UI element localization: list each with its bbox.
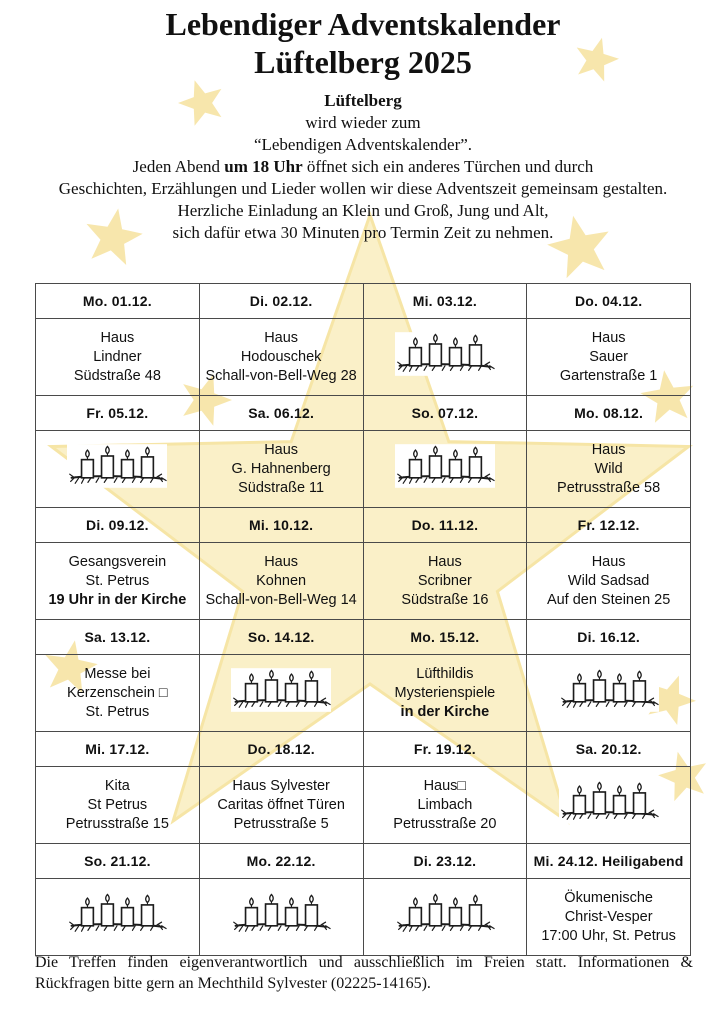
date-cell: Do. 18.12. (199, 732, 363, 767)
date-row (36, 508, 691, 543)
footer-note: Die Treffen finden eigenverantwortlich und ausschließlich im Freien statt. Informationen & Rückfragen bitte gern an Mechthild Sylvester (02225-14165). (35, 954, 693, 992)
date-cell: Mo. 22.12. (199, 844, 363, 879)
entry-line: Haus (591, 553, 626, 570)
entry-line: Limbach (417, 796, 473, 813)
entry-line: 19 Uhr in der Kirche (48, 591, 187, 608)
calendar-table (35, 283, 691, 956)
intro-line: Herzliche Einladung an Klein und Groß, Jung und Alt, (177, 201, 549, 220)
advent-candles-icon (67, 444, 167, 488)
date-cell: Di. 02.12. (199, 284, 363, 319)
advent-candles-cell (199, 655, 363, 732)
entry-line: Wild (594, 460, 623, 477)
entry-line: Petrusstraße 20 (393, 815, 497, 832)
date-cell: Fr. 05.12. (36, 396, 200, 431)
entry-cell (527, 319, 691, 396)
advent-candles-cell (363, 431, 527, 508)
entry-cell (199, 431, 363, 508)
advent-candles-icon (395, 892, 495, 936)
intro-line: Geschichten, Erzählungen und Lieder wollen wir diese Adventszeit gemeinsam gestalten. (58, 179, 668, 198)
entry-cell (527, 431, 691, 508)
intro-line: “Lebendigen Adventskalender”. (253, 135, 473, 154)
intro-line: sich dafür etwa 30 Minuten pro Termin Zeit zu nehmen. (172, 223, 554, 242)
entry-line: St. Petrus (85, 703, 150, 720)
entry-cell (36, 543, 200, 620)
advent-candles-cell (527, 767, 691, 844)
entry-line: Haus (591, 441, 626, 458)
entry-line: Schall-von-Bell-Weg 14 (205, 591, 357, 608)
date-cell: So. 14.12. (199, 620, 363, 655)
advent-candles-icon (231, 892, 331, 936)
entry-cell (363, 543, 527, 620)
entry-row (36, 767, 691, 844)
date-cell: Di. 16.12. (527, 620, 691, 655)
entry-cell (527, 543, 691, 620)
entry-line: Haus (100, 329, 135, 346)
entry-line: Wild Sadsad (567, 572, 650, 589)
advent-candles-icon (559, 668, 659, 712)
entry-line: Hodouschek (240, 348, 322, 365)
entry-row (36, 319, 691, 396)
date-row (36, 732, 691, 767)
entry-cell (363, 767, 527, 844)
entry-line: G. Hahnenberg (231, 460, 331, 477)
entry-line: Scribner (417, 572, 472, 589)
date-cell: Di. 09.12. (36, 508, 200, 543)
date-cell: Mi. 10.12. (199, 508, 363, 543)
entry-line: Auf den Steinen 25 (546, 591, 671, 608)
entry-line: Haus□ (423, 777, 467, 794)
entry-cell (199, 319, 363, 396)
entry-line: Lindner (93, 348, 142, 365)
entry-line: St. Petrus (85, 572, 150, 589)
entry-cell (527, 879, 691, 956)
entry-line: Haus (591, 329, 626, 346)
entry-line: Ökumenische (564, 889, 653, 906)
entry-cell (36, 655, 200, 732)
entry-line: in der Kirche (400, 703, 490, 720)
entry-line: Haus Sylvester (232, 777, 330, 794)
entry-line: Südstraße 48 (73, 367, 161, 384)
entry-line: Christ-Vesper (564, 908, 653, 925)
date-row (36, 620, 691, 655)
page-title-line2: Lüftelberg 2025 (254, 44, 472, 80)
date-cell: Sa. 06.12. (199, 396, 363, 431)
date-cell: So. 07.12. (363, 396, 527, 431)
advent-candles-cell (363, 879, 527, 956)
intro-line: Jeden Abend um 18 Uhr öffnet sich ein anderes Türchen und durch (132, 157, 594, 176)
entry-line: Haus (264, 441, 299, 458)
entry-line: Petrusstraße 5 (233, 815, 329, 832)
entry-line: Kohnen (256, 572, 307, 589)
advent-candles-icon (395, 444, 495, 488)
intro-line: wird wieder zum (305, 113, 421, 132)
intro-line: Lüftelberg (324, 91, 402, 110)
entry-row (36, 543, 691, 620)
advent-candles-cell (363, 319, 527, 396)
advent-candles-icon (559, 780, 659, 824)
advent-candles-cell (36, 879, 200, 956)
page-title-line1: Lebendiger Adventskalender (165, 6, 561, 42)
date-cell: Mo. 15.12. (363, 620, 527, 655)
entry-row (36, 431, 691, 508)
entry-line: St Petrus (87, 796, 148, 813)
entry-line: Südstraße 11 (238, 479, 325, 496)
advent-candles-cell (527, 655, 691, 732)
entry-line: Südstraße 16 (401, 591, 489, 608)
entry-cell (363, 655, 527, 732)
date-cell: Do. 11.12. (363, 508, 527, 543)
advent-candles-icon (395, 332, 495, 376)
entry-line: Gartenstraße 1 (559, 367, 658, 384)
entry-cell (36, 767, 200, 844)
advent-candles-cell (199, 879, 363, 956)
entry-line: 17:00 Uhr, St. Petrus (541, 927, 676, 944)
intro-text (0, 90, 726, 244)
entry-row (36, 879, 691, 956)
advent-candles-icon (67, 892, 167, 936)
calendar-body (36, 284, 691, 956)
entry-cell (199, 767, 363, 844)
date-cell: Mo. 01.12. (36, 284, 200, 319)
date-row (36, 396, 691, 431)
date-cell: Do. 04.12. (527, 284, 691, 319)
entry-line: Petrusstraße 58 (557, 479, 661, 496)
date-cell: Mo. 08.12. (527, 396, 691, 431)
entry-line: Haus (264, 329, 299, 346)
entry-cell (199, 543, 363, 620)
entry-cell (36, 319, 200, 396)
entry-line: Kita (104, 777, 130, 794)
date-row (36, 284, 691, 319)
date-cell: So. 21.12. (36, 844, 200, 879)
date-row (36, 844, 691, 879)
date-cell: Mi. 03.12. (363, 284, 527, 319)
entry-line: Haus (427, 553, 462, 570)
entry-line: Schall-von-Bell-Weg 28 (205, 367, 357, 384)
entry-row (36, 655, 691, 732)
advent-candles-cell (36, 431, 200, 508)
date-cell: Mi. 17.12. (36, 732, 200, 767)
entry-line: Gesangsverein (68, 553, 167, 570)
date-cell: Sa. 13.12. (36, 620, 200, 655)
entry-line: Petrusstraße 15 (65, 815, 169, 832)
date-cell: Fr. 19.12. (363, 732, 527, 767)
entry-line: Mysterienspiele (394, 684, 496, 701)
date-cell: Sa. 20.12. (527, 732, 691, 767)
entry-line: Haus (264, 553, 299, 570)
entry-line: Lüfthildis (416, 665, 474, 682)
date-cell: Mi. 24.12. Heiligabend (527, 844, 691, 879)
date-cell: Fr. 12.12. (527, 508, 691, 543)
entry-line: Messe bei (84, 665, 151, 682)
entry-line: Kerzenschein □ (67, 684, 168, 701)
advent-candles-icon (231, 668, 331, 712)
entry-line: Caritas öffnet Türen (217, 796, 345, 813)
date-cell: Di. 23.12. (363, 844, 527, 879)
entry-line: Sauer (589, 348, 628, 365)
